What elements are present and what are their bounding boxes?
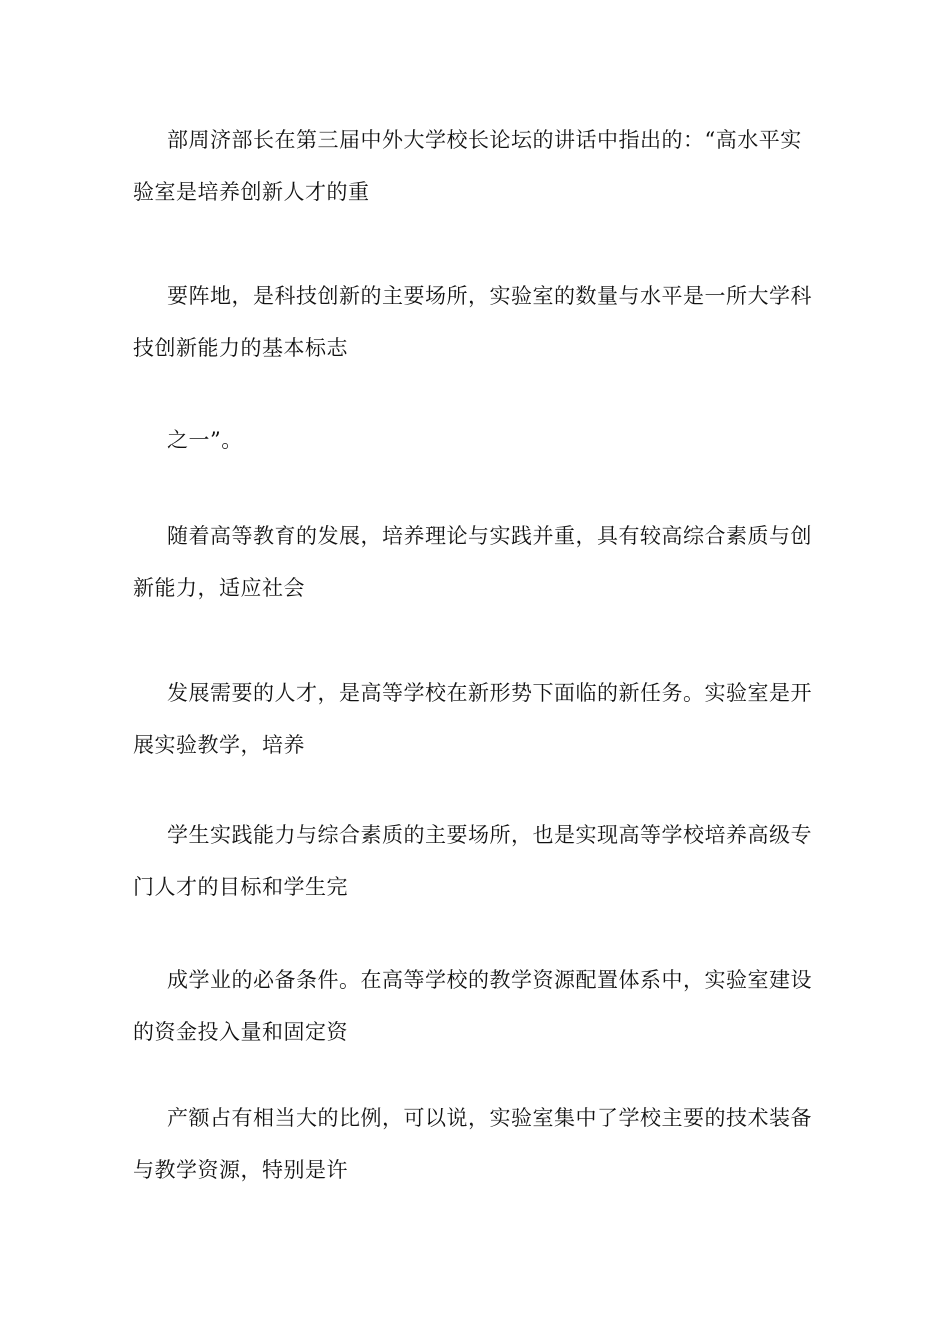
paragraph-7: 成学业的必备条件。在高等学校的教学资源配置体系中，实验室建设的资金投入量和固定资 <box>133 968 812 1044</box>
paragraph-4: 随着高等教育的发展，培养理论与实践并重，具有较高综合素质与创新能力，适应社会 <box>133 524 812 600</box>
paragraph-6: 学生实践能力与综合素质的主要场所，也是实现高等学校培养高级专门人才的目标和学生完 <box>133 823 812 899</box>
paragraph-8: 产额占有相当大的比例，可以说，实验室集中了学校主要的技术装备与教学资源，特别是许 <box>133 1106 812 1182</box>
paragraph-1: 部周济部长在第三届中外大学校长论坛的讲话中指出的：“高水平实验室是培养创新人才的重 <box>133 128 802 204</box>
paragraph-5: 发展需要的人才，是高等学校在新形势下面临的新任务。实验室是开展实验教学，培养 <box>133 681 812 757</box>
paragraph-3: 之一”。 <box>167 428 243 452</box>
paragraph-2: 要阵地，是科技创新的主要场所，实验室的数量与水平是一所大学科技创新能力的基本标志 <box>133 284 812 360</box>
